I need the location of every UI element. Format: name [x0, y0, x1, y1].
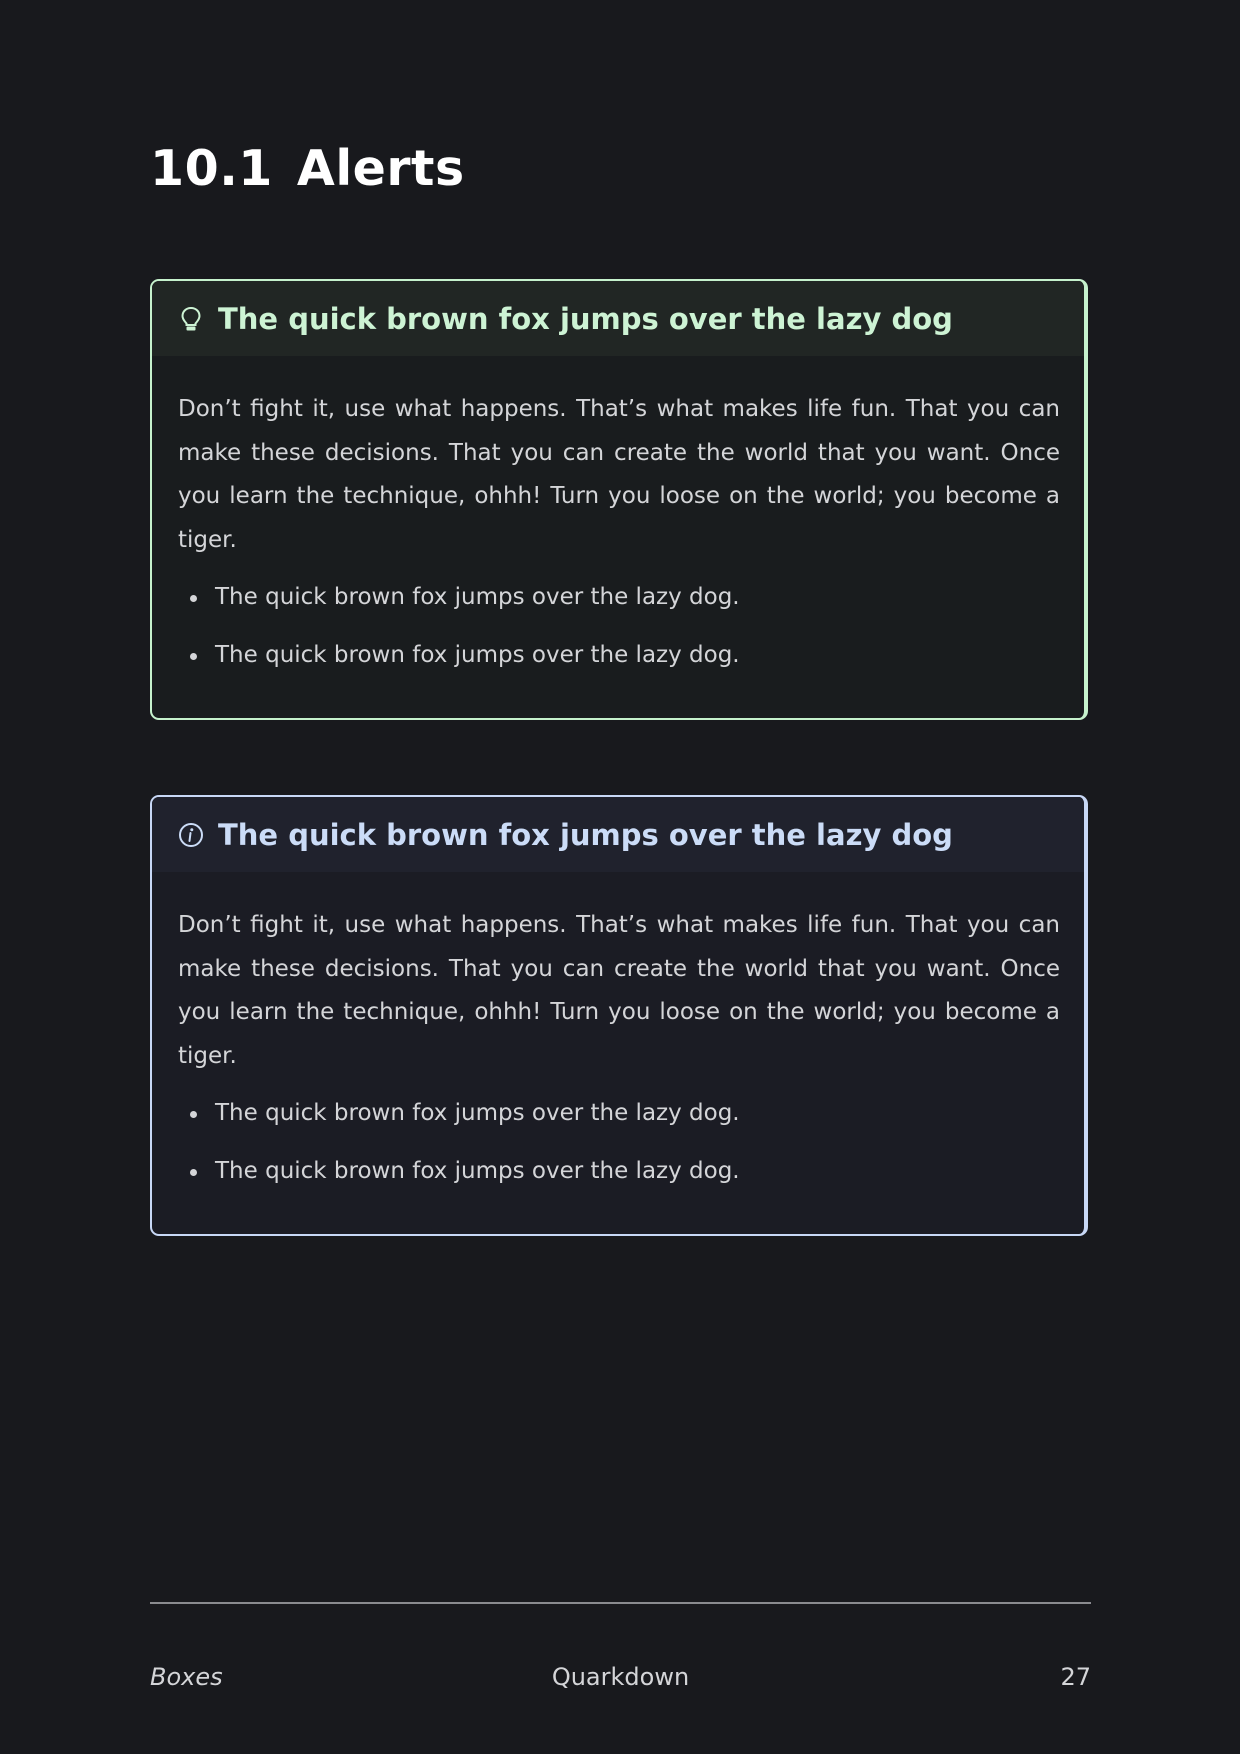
list-item: The quick brown fox jumps over the lazy dog. [215, 638, 1060, 672]
footer-document-title: Quarkdown [551, 1663, 690, 1691]
alert-title: The quick brown fox jumps over the lazy dog [218, 301, 953, 336]
list-item: The quick brown fox jumps over the lazy dog. [215, 1154, 1060, 1188]
alert-body [152, 356, 1084, 672]
alert-body [152, 872, 1084, 1188]
footer-section-name: Boxes [150, 1663, 223, 1691]
list-item: The quick brown fox jumps over the lazy dog. [215, 580, 1060, 614]
alert-list [178, 1096, 1060, 1188]
tip-alert-box [150, 279, 1088, 720]
note-alert-box [150, 795, 1088, 1236]
section-title: Alerts [296, 140, 465, 197]
lightbulb-icon [178, 306, 204, 332]
alert-title: The quick brown fox jumps over the lazy dog [218, 817, 953, 852]
section-heading [150, 140, 465, 197]
alert-header [152, 797, 1084, 872]
page-number: 27 [1060, 1663, 1091, 1691]
alert-header [152, 281, 1084, 356]
alert-paragraph: Don’t fight it, use what happens. That’s what makes life fun. That you can make these decisions. That you can create the world that you want. Once you learn the technique, ohhh! Turn you loose on the world; you become a tiger. [178, 396, 1060, 553]
list-item: The quick brown fox jumps over the lazy dog. [215, 1096, 1060, 1130]
section-number: 10.1 [150, 140, 273, 197]
info-icon [178, 822, 204, 848]
alert-paragraph: Don’t fight it, use what happens. That’s what makes life fun. That you can make these decisions. That you can create the world that you want. Once you learn the technique, ohhh! Turn you loose on the world; you become a tiger. [178, 912, 1060, 1069]
footer-divider [150, 1602, 1091, 1604]
alert-list [178, 580, 1060, 672]
